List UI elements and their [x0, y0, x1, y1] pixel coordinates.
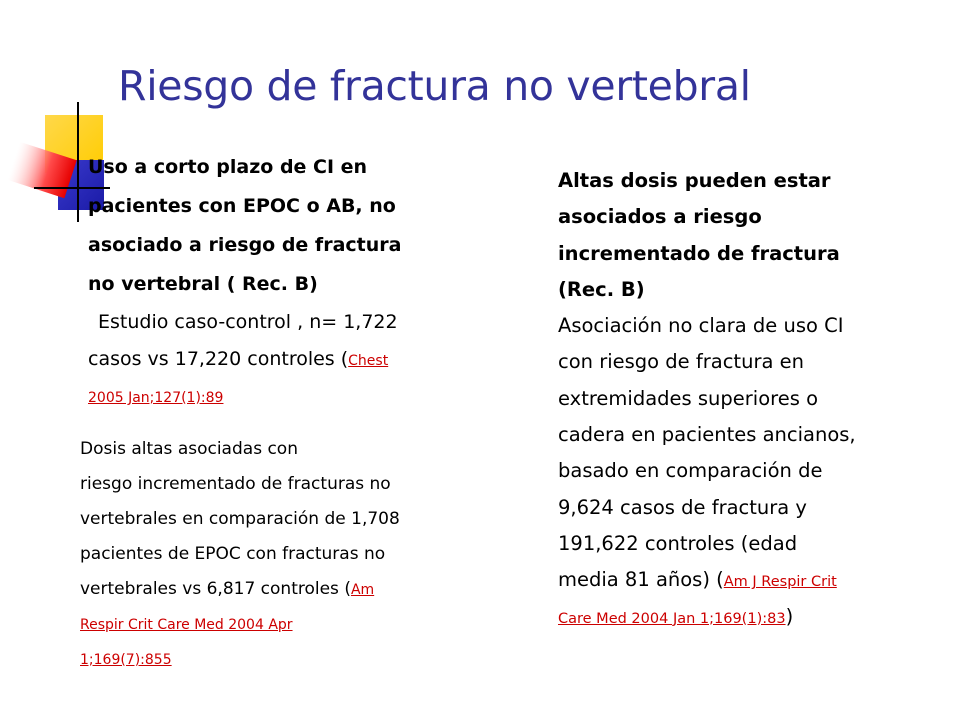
left-bold-block [88, 148, 488, 304]
citation-line [558, 599, 948, 635]
citation-line [80, 607, 400, 642]
right-line: con riesgo de fractura en [558, 350, 804, 374]
left-column [88, 148, 488, 415]
second-line: riesgo incrementado de fracturas no [80, 474, 391, 494]
citation-link-am-end[interactable]: 1;169(7):855 [80, 652, 172, 668]
second-line: pacientes de EPOC con fracturas no [80, 544, 386, 564]
study-line [88, 341, 488, 378]
right-bold-line: incrementado de fractura [558, 241, 840, 265]
right-line: cadera en pacientes ancianos, [558, 423, 856, 447]
right-bold-line: (Rec. B) [558, 277, 645, 301]
left-bold-line: Uso a corto plazo de CI en [88, 156, 368, 178]
right-column [558, 163, 948, 635]
citation-link-am-cont[interactable]: Respir Crit Care Med 2004 Apr [80, 617, 293, 633]
left-study-block [88, 304, 488, 415]
citation-link-ajrccm[interactable]: Am J Respir Crit [723, 574, 837, 591]
citation-link-chest[interactable]: Chest [348, 353, 389, 369]
right-line: Asociación no clara de uso CI [558, 314, 844, 338]
right-bold-line: Altas dosis pueden estar [558, 169, 831, 192]
left-second-block [80, 432, 400, 677]
page-title: Riesgo de fractura no vertebral [118, 62, 751, 110]
study-line-text: casos vs 17,220 controles ( [88, 348, 349, 370]
right-last-text: media 81 años) ( [558, 568, 724, 592]
second-line [80, 572, 400, 607]
second-line: Dosis altas asociadas con [80, 439, 298, 459]
left-bold-line: asociado a riesgo de fractura [88, 234, 402, 256]
second-last-text: vertebrales vs 6,817 controles ( [80, 579, 351, 599]
citation-link-chest-cont[interactable]: 2005 Jan;127(1):89 [88, 390, 224, 406]
study-line: Estudio caso-control , n= 1,722 [98, 311, 398, 333]
citation-link-am[interactable]: Am [350, 582, 375, 598]
citation-line [88, 378, 488, 415]
left-bold-line: pacientes con EPOC o AB, no [88, 195, 396, 217]
right-line: 191,622 controles (edad [558, 531, 798, 555]
right-line: basado en comparación de [558, 459, 823, 483]
citation-line [80, 642, 400, 677]
right-line [558, 562, 948, 598]
right-bold-line: asociados a riesgo [558, 205, 762, 229]
second-line: vertebrales en comparación de 1,708 [80, 509, 400, 529]
citation-link-ajrccm-cont[interactable]: Care Med 2004 Jan 1;169(1):83 [558, 610, 786, 627]
closing-paren: ) [785, 604, 794, 628]
right-line: 9,624 casos de fractura y [558, 495, 807, 519]
left-bold-line: no vertebral ( Rec. B) [88, 273, 318, 295]
right-line: extremidades superiores o [558, 386, 819, 410]
